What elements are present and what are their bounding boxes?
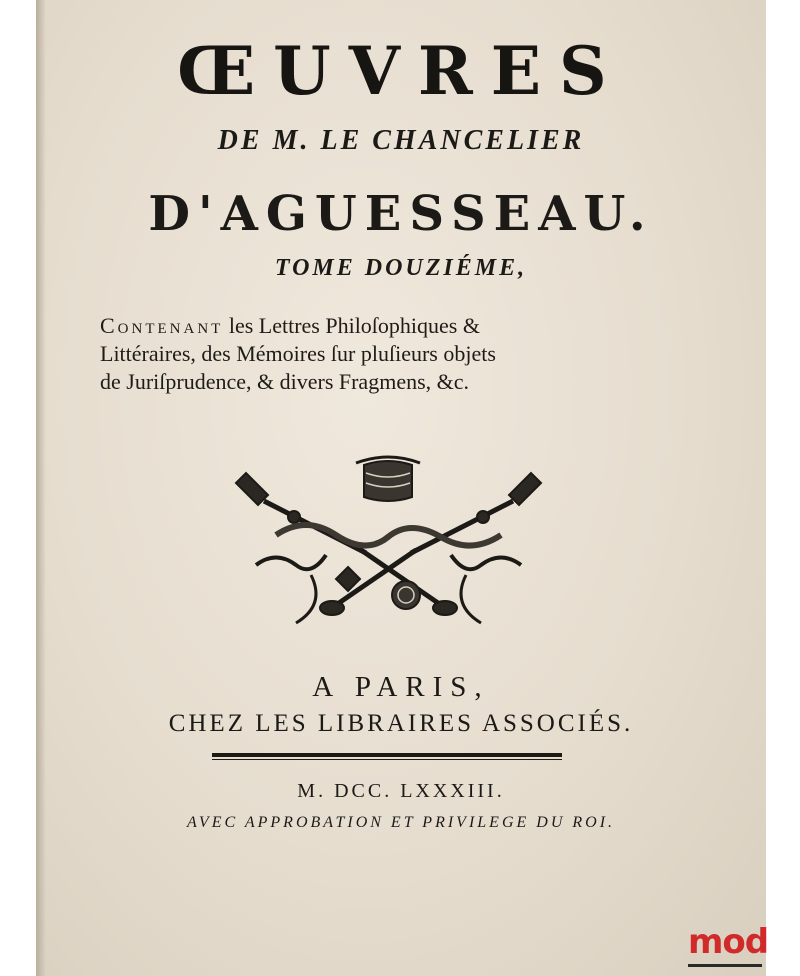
- contents-line-3: de Juriſprudence, & divers Fragmens, &c.: [100, 369, 470, 394]
- rule-thick-line: [212, 753, 562, 757]
- double-rule: [212, 753, 562, 761]
- contents-line-1: les Lettres Philoſophiques &: [223, 313, 480, 338]
- imprint-publisher: CHEZ LES LIBRAIRES ASSOCIÉS.: [168, 710, 634, 737]
- rule-thin-line: [212, 759, 562, 760]
- book-title: ŒUVRES: [177, 32, 625, 110]
- watermark-logo: [688, 922, 769, 972]
- imprint-place: A PARIS,: [312, 671, 490, 703]
- royal-privilege: AVEC APPROBATION ET PRIVILEGE DU ROI.: [186, 814, 616, 831]
- contents-line-2: Littéraires, des Mémoires ſur pluſieurs objets: [100, 341, 496, 366]
- watermark-bar: [688, 964, 762, 967]
- contents-description: [100, 312, 660, 396]
- author-name: D'AGUESSEAU.: [148, 186, 654, 242]
- printers-ornament-icon: [216, 455, 561, 630]
- publication-date: M. DCC. LXXXIII.: [297, 780, 505, 802]
- contents-lead: Contenant: [100, 313, 224, 338]
- volume-label: TOME DOUZIÉME,: [274, 255, 528, 281]
- title-page: [36, 0, 769, 976]
- book-subtitle: DE M. LE CHANCELIER: [217, 125, 585, 156]
- watermark-text: mod: [688, 922, 769, 962]
